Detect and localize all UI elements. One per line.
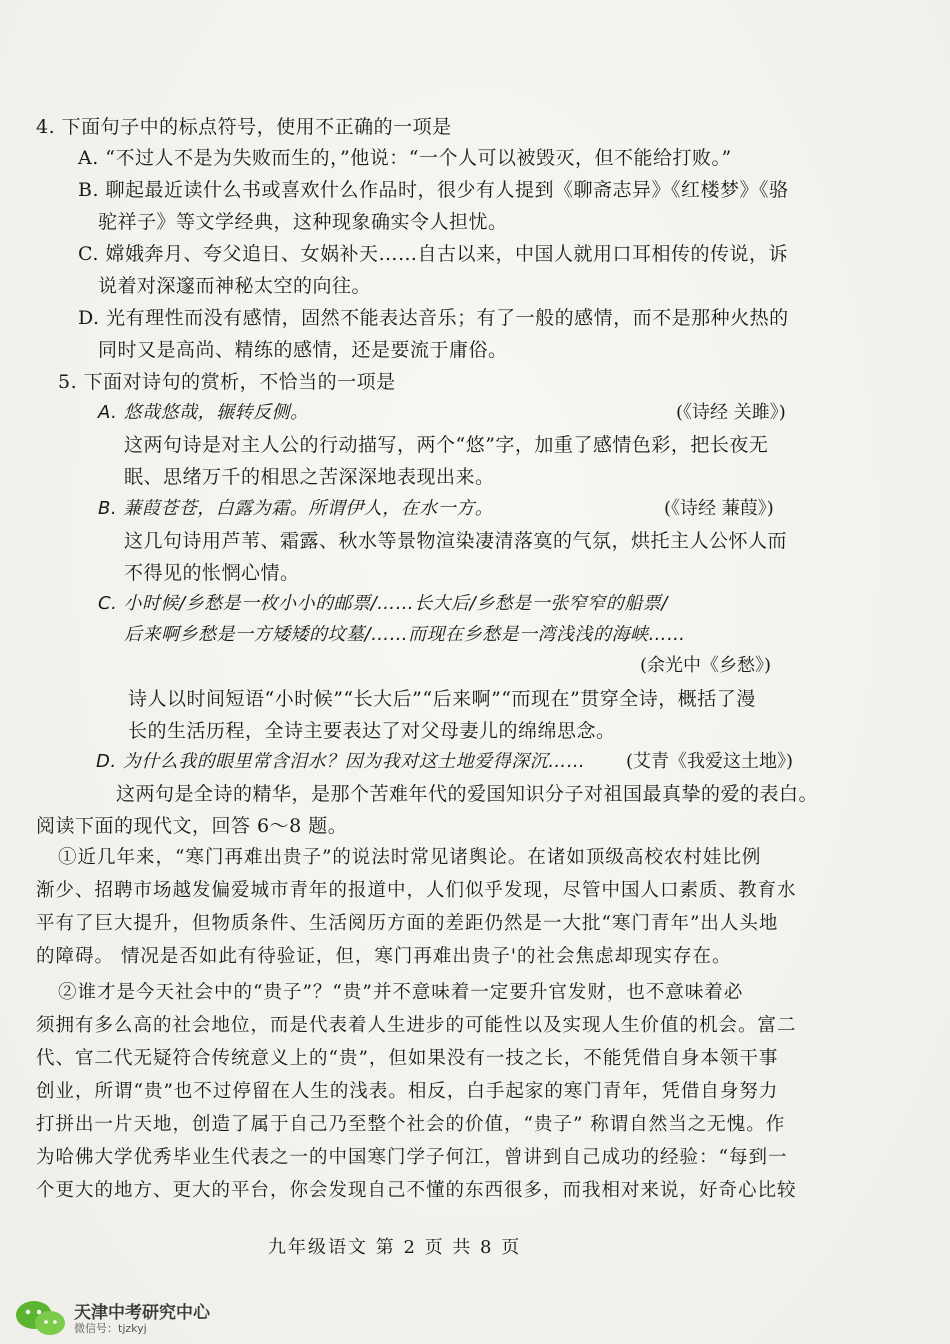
paragraph-2-line1: ②谁才是今天社会中的“贵子”？“贵”并不意味着一定要升官发财，也不意味着必 — [58, 982, 744, 1003]
wechat-logo — [14, 1296, 274, 1340]
paragraph-2-line2: 须拥有多么高的社会地位，而是代表着人生进步的可能性以及实现人生价值的机会。富二 — [36, 1015, 797, 1036]
q4-title: 4. 下面句子中的标点符号，使用不正确的一项是 — [36, 116, 452, 138]
reading-intro: 阅读下面的现代文，回答 6～8 题。 — [36, 815, 348, 837]
q5-option-b-line2: 不得见的怅惘心情。 — [124, 562, 300, 584]
q5-option-a-line2: 眠、思绪万千的相思之苦深深地表现出来。 — [124, 466, 495, 488]
q5-option-a-poem: A. 悠哉悠哉，辗转反侧。 — [98, 402, 309, 423]
paragraph-1-line4: 的障碍。 情况是否如此有待验证，但，寒门再难出贵子'的社会焦虑却现实存在。 — [36, 946, 732, 967]
paragraph-2-line3: 代、官二代无疑符合传统意义上的“贵”，但如果没有一技之长，不能凭借自身本领干事 — [36, 1048, 779, 1069]
q5-option-a-source: (《诗经 关雎》) — [676, 402, 786, 423]
paragraph-2-line7: 个更大的地方、更大的平台，你会发现自己不懂的东西很多，而我相对来说，好奇心比较 — [36, 1180, 797, 1201]
q4-option-b-line2: 驼祥子》等文学经典，这种现象确实令人担忧。 — [98, 211, 508, 233]
q5-option-c-poem-line2: 后来啊乡愁是一方矮矮的坟墓/……而现在乡愁是一湾浅浅的海峡…… — [124, 624, 686, 645]
paragraph-1-line3: 平有了巨大提升，但物质条件、生活阅历方面的差距仍然是一大批“寒门青年”出人头地 — [36, 913, 779, 934]
q5-option-b-source: (《诗经 蒹葭》) — [664, 498, 774, 519]
wechat-icon — [14, 1298, 68, 1338]
logo-name: 天津中考研究中心 — [74, 1303, 210, 1323]
paragraph-1-line1: ①近几年来，“寒门再难出贵子”的说法时常见诸舆论。在诸如顶级高校农村娃比例 — [58, 847, 762, 868]
paragraph-2-line6: 为哈佛大学优秀毕业生代表之一的中国寒门学子何江，曾讲到自己成功的经验：“每到一 — [36, 1147, 788, 1168]
q4-option-b-line1: B. 聊起最近读什么书或喜欢什么作品时，很少有人提到《聊斋志异》《红楼梦》《骆 — [78, 179, 789, 201]
paragraph-1-line2: 渐少、招聘市场越发偏爱城市青年的报道中，人们似乎发现，尽管中国人口素质、教育水 — [36, 880, 797, 901]
q5-option-d-poem: D. 为什么我的眼里常含泪水？因为我对这土地爱得深沉…… — [96, 751, 586, 772]
q5-option-c-source: (余光中《乡愁》) — [640, 655, 772, 676]
q5-option-b-poem: B. 蒹葭苍苍，白露为霜。所谓伊人，在水一方。 — [98, 498, 494, 519]
page-number: 九年级语文 第 2 页 共 8 页 — [268, 1237, 522, 1258]
q5-option-d-source: (艾青《我爱这土地》) — [626, 751, 794, 772]
q4-option-d-line2: 同时又是高尚、精练的感情，还是要流于庸俗。 — [98, 339, 508, 361]
q4-option-d-line1: D. 光有理性而没有感情，固然不能表达音乐；有了一般的感情，而不是那种火热的 — [78, 307, 789, 329]
paragraph-2-line4: 创业，所谓“贵”也不过停留在人生的浅表。相反，白手起家的寒门青年，凭借自身努力 — [36, 1081, 779, 1102]
q5-option-c-line1: 诗人以时间短语“小时候”“长大后”“后来啊”“而现在”贯穿全诗，概括了漫 — [128, 688, 756, 710]
q4-option-a: A. “不过人不是为失败而生的，”他说：“一个人可以被毁灭，但不能给打败。” — [78, 147, 732, 169]
q5-option-a-line1: 这两句诗是对主人公的行动描写，两个“悠”字，加重了感情色彩，把长夜无 — [124, 434, 769, 456]
q5-option-c-poem-line1: C. 小时候/乡愁是一枚小小的邮票/……长大后/乡愁是一张窄窄的船票/ — [98, 593, 668, 614]
q5-option-c-line2: 长的生活历程，全诗主要表达了对父母妻儿的绵绵思念。 — [128, 720, 616, 742]
q5-option-b-line1: 这几句诗用芦苇、霜露、秋水等景物渲染凄清落寞的气氛，烘托主人公怀人而 — [124, 530, 788, 552]
q5-title: 5. 下面对诗句的赏析，不恰当的一项是 — [58, 371, 396, 393]
logo-wechat-id: 微信号：tjzkyj — [74, 1322, 147, 1335]
paragraph-2-line5: 打拼出一片天地，创造了属于自己乃至整个社会的价值，“贵子” 称谓自然当之无愧。作 — [36, 1114, 786, 1135]
q4-option-c-line2: 说着对深邃而神秘太空的向往。 — [98, 275, 372, 297]
q4-option-c-line1: C. 嫦娥奔月、夸父追日、女娲补天……自古以来，中国人就用口耳相传的传说，诉 — [78, 243, 788, 265]
q5-option-d-line1: 这两句是全诗的精华，是那个苦难年代的爱国知识分子对祖国最真挚的爱的表白。 — [116, 783, 819, 805]
